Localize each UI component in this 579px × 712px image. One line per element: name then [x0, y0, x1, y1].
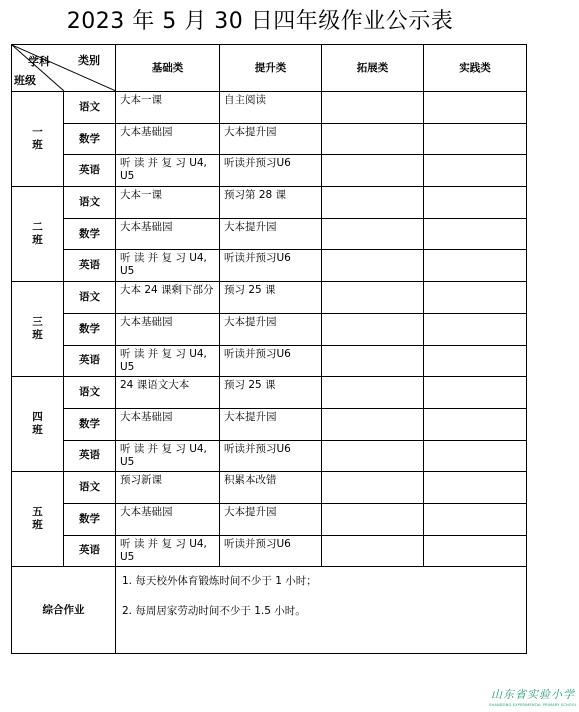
- advanced-cell: 大本提升园: [220, 313, 322, 345]
- extended-cell: [322, 313, 424, 345]
- extended-cell: [322, 250, 424, 282]
- summary-content: [116, 567, 527, 654]
- practice-cell: [424, 535, 527, 567]
- table-body: [12, 92, 527, 567]
- subject-cell: 语文: [64, 187, 116, 219]
- subject-cell: 数学: [64, 218, 116, 250]
- subject-cell: 数学: [64, 408, 116, 440]
- extended-cell: [322, 503, 424, 535]
- practice-cell: [424, 155, 527, 187]
- subject-cell: 英语: [64, 345, 116, 377]
- basic-cell: 听 读 并 复 习 U4, U5: [116, 535, 220, 567]
- column-header-practice: 实践类: [424, 45, 527, 92]
- class-name-cell: 三 班: [12, 282, 64, 377]
- advanced-cell: 预习第 28 课: [220, 187, 322, 219]
- extended-cell: [322, 440, 424, 472]
- basic-cell: 听 读 并 复 习 U4, U5: [116, 345, 220, 377]
- column-header-basic: 基础类: [116, 45, 220, 92]
- table-row: [12, 123, 527, 155]
- subject-cell: 数学: [64, 313, 116, 345]
- subject-cell: 语文: [64, 377, 116, 409]
- header-row: [12, 45, 527, 92]
- basic-cell: 听 读 并 复 习 U4, U5: [116, 250, 220, 282]
- basic-cell: 大本基础园: [116, 123, 220, 155]
- logo-text-en: SHANDONG EXPERIMENTAL PRIMARY SCHOOL: [489, 703, 577, 707]
- extended-cell: [322, 408, 424, 440]
- subject-cell: 英语: [64, 440, 116, 472]
- basic-cell: 大本一课: [116, 92, 220, 124]
- basic-cell: 听 读 并 复 习 U4, U5: [116, 155, 220, 187]
- table-row: [12, 377, 527, 409]
- summary-item: 2. 每周居家劳动时间不少于 1.5 小时。: [122, 605, 306, 618]
- extended-cell: [322, 123, 424, 155]
- table-row: [12, 250, 527, 282]
- extended-cell: [322, 92, 424, 124]
- subject-cell: 语文: [64, 92, 116, 124]
- extended-cell: [322, 472, 424, 504]
- table-row: [12, 92, 527, 124]
- advanced-cell: 听读并预习U6: [220, 440, 322, 472]
- homework-table: [11, 44, 527, 654]
- advanced-cell: 预习 25 课: [220, 282, 322, 314]
- practice-cell: [424, 282, 527, 314]
- advanced-cell: 大本提升园: [220, 123, 322, 155]
- basic-cell: 大本基础园: [116, 408, 220, 440]
- class-name-cell: 一 班: [12, 92, 64, 187]
- column-header-extended: 拓展类: [322, 45, 424, 92]
- extended-cell: [322, 155, 424, 187]
- practice-cell: [424, 250, 527, 282]
- subject-cell: 英语: [64, 535, 116, 567]
- corner-class-label: 班级: [14, 74, 36, 87]
- summary-row: [12, 567, 527, 654]
- extended-cell: [322, 535, 424, 567]
- practice-cell: [424, 345, 527, 377]
- basic-cell: 大本一课: [116, 187, 220, 219]
- class-name-cell: 五 班: [12, 472, 64, 567]
- subject-cell: 数学: [64, 123, 116, 155]
- advanced-cell: 大本提升园: [220, 408, 322, 440]
- advanced-cell: 自主阅读: [220, 92, 322, 124]
- extended-cell: [322, 345, 424, 377]
- practice-cell: [424, 92, 527, 124]
- practice-cell: [424, 408, 527, 440]
- subject-cell: 语文: [64, 282, 116, 314]
- table-row: [12, 408, 527, 440]
- table-row: [12, 472, 527, 504]
- logo-text-cn: 山东省实验小学: [491, 688, 575, 701]
- basic-cell: 听 读 并 复 习 U4, U5: [116, 440, 220, 472]
- subject-cell: 英语: [64, 155, 116, 187]
- practice-cell: [424, 313, 527, 345]
- basic-cell: 大本基础园: [116, 218, 220, 250]
- advanced-cell: 积累本改错: [220, 472, 322, 504]
- column-header-advanced: 提升类: [220, 45, 322, 92]
- advanced-cell: 大本提升园: [220, 218, 322, 250]
- summary-label: 综合作业: [12, 567, 116, 654]
- basic-cell: 24 课语文大本: [116, 377, 220, 409]
- practice-cell: [424, 377, 527, 409]
- table-row: [12, 187, 527, 219]
- practice-cell: [424, 218, 527, 250]
- extended-cell: [322, 187, 424, 219]
- table-row: [12, 503, 527, 535]
- practice-cell: [424, 472, 527, 504]
- corner-category-label: 类别: [78, 54, 100, 67]
- extended-cell: [322, 377, 424, 409]
- class-name-cell: 四 班: [12, 377, 64, 472]
- corner-subject-label: 学科: [28, 55, 50, 68]
- subject-cell: 语文: [64, 472, 116, 504]
- practice-cell: [424, 440, 527, 472]
- basic-cell: 大本 24 课剩下部分: [116, 282, 220, 314]
- page-title: 2023 年 5 月 30 日四年级作业公示表: [66, 9, 454, 34]
- practice-cell: [424, 503, 527, 535]
- advanced-cell: 大本提升园: [220, 503, 322, 535]
- advanced-cell: 听读并预习U6: [220, 250, 322, 282]
- table-row: [12, 155, 527, 187]
- practice-cell: [424, 123, 527, 155]
- class-name-cell: 二 班: [12, 187, 64, 282]
- subject-cell: 英语: [64, 250, 116, 282]
- basic-cell: 大本基础园: [116, 503, 220, 535]
- advanced-cell: 预习 25 课: [220, 377, 322, 409]
- school-logo: [488, 686, 578, 707]
- table-row: [12, 535, 527, 567]
- corner-header-cell: [12, 45, 116, 92]
- basic-cell: 预习新课: [116, 472, 220, 504]
- subject-cell: 数学: [64, 503, 116, 535]
- advanced-cell: 听读并预习U6: [220, 345, 322, 377]
- advanced-cell: 听读并预习U6: [220, 155, 322, 187]
- summary-item: 1. 每天校外体育锻炼时间不少于 1 小时；: [122, 575, 317, 588]
- table-row: [12, 440, 527, 472]
- table-row: [12, 218, 527, 250]
- extended-cell: [322, 282, 424, 314]
- table-row: [12, 313, 527, 345]
- advanced-cell: 听读并预习U6: [220, 535, 322, 567]
- practice-cell: [424, 187, 527, 219]
- table-row: [12, 345, 527, 377]
- table-row: [12, 282, 527, 314]
- basic-cell: 大本基础园: [116, 313, 220, 345]
- extended-cell: [322, 218, 424, 250]
